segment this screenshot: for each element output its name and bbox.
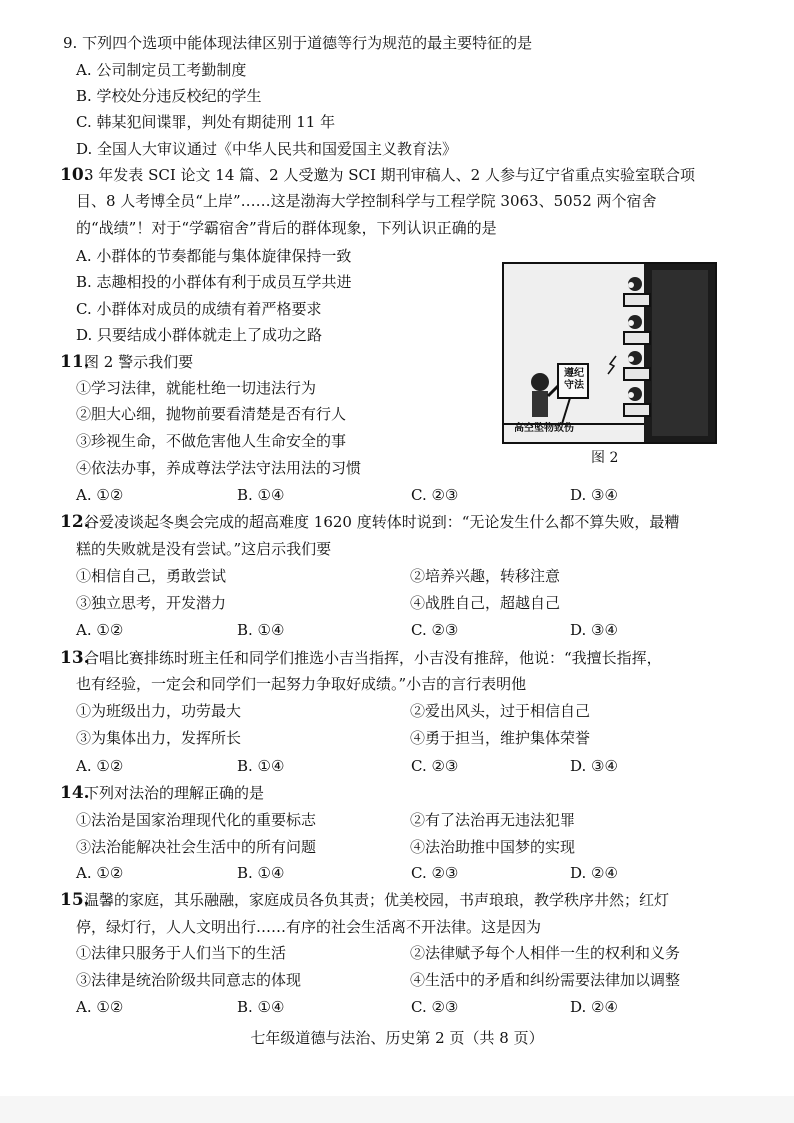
q11-choice-d: D. ③④ [570,486,618,504]
q10-stem-line-3: 的“战绩”！对于“学霸宿舍”背后的群体现象，下列认识正确的是 [76,219,497,237]
q10-number: 10. [60,165,90,185]
q13-choice-d: D. ③④ [570,757,618,775]
q15-item-3: ③法律是统治阶级共同意志的体现 [76,971,302,989]
q13-choice-a: A. ①② [76,757,124,775]
q11-choice-c: C. ②③ [411,486,459,504]
q14-item-1: ①法治是国家治理现代化的重要标志 [76,811,317,829]
q12-stem-line-1: 谷爱凌谈起冬奥会完成的超高难度 1620 度转体时说到：“无论发生什么都不算失败，最糟 [84,513,680,531]
q11-number: 11. [60,352,90,372]
q14-choice-a: A. ①② [76,864,124,882]
q9-option-b: B. 学校处分违反校纪的学生 [76,87,262,105]
q12-item-3: ③独立思考，开发潜力 [76,594,227,612]
q11-stem: 图 2 警示我们要 [84,353,194,371]
q15-item-2: ②法律赋予每个人相伴一生的权利和义务 [410,944,681,962]
q12-choice-c: C. ②③ [411,621,459,639]
q14-stem: 下列对法治的理解正确的是 [84,784,265,802]
q11-item-1: ①学习法律，就能杜绝一切违法行为 [76,379,317,397]
q12-choice-d: D. ③④ [570,621,618,639]
q15-number: 15. [60,890,90,910]
q14-choice-b: B. ①④ [237,864,285,882]
q15-stem-line-1: 温馨的家庭，其乐融融，家庭成员各负其责；优美校园，书声琅琅，教学秩序井然；红灯 [84,891,670,909]
page-bottom-margin [0,1096,794,1123]
q13-choice-c: C. ②③ [411,757,459,775]
q13-item-4: ④勇于担当，维护集体荣誉 [410,729,591,747]
q14-item-3: ③法治能解决社会生活中的所有问题 [76,838,317,856]
q11-item-2: ②胆大心细，抛物前要看清楚是否有行人 [76,405,347,423]
q11-choice-b: B. ①④ [237,486,285,504]
q9-option-a: A. 公司制定员工考勤制度 [76,61,247,79]
q15-choice-a: A. ①② [76,998,124,1016]
figure-2-illustration [502,262,717,444]
q9-stem: 9. 下列四个选项中能体现法律区别于道德等行为规范的最主要特征的是 [63,34,533,52]
q15-item-4: ④生活中的矛盾和纠纷需要法律加以调整 [410,971,681,989]
q10-option-b: B. 志趣相投的小群体有利于成员互学共进 [76,273,352,291]
q12-number: 12. [60,512,90,532]
figure-2-caption: 图 2 [591,450,619,466]
q14-choice-c: C. ②③ [411,864,459,882]
q13-choice-b: B. ①④ [237,757,285,775]
q12-choice-a: A. ①② [76,621,124,639]
q15-stem-line-2: 停，绿灯行，人人文明出行……有序的社会生活离不开法律。这是因为 [76,918,542,936]
q14-item-2: ②有了法治再无违法犯罪 [410,811,576,829]
figure-2-sign-text: 高空坠物致伤 [514,423,574,434]
q13-item-1: ①为班级出力，功劳最大 [76,702,242,720]
q11-item-3: ③珍视生命，不做危害他人生命安全的事 [76,432,347,450]
q10-stem-line-2: 目、8 人考博全员“上岸”……这是渤海大学控制科学与工程学院 3063、5052 两个宿舍 [76,192,657,210]
q13-item-2: ②爱出风头，过于相信自己 [410,702,591,720]
page-footer: 七年级道德与法治、历史第 2 页（共 8 页） [250,1029,544,1047]
q13-number: 13. [60,648,90,668]
q11-item-4: ④依法办事，养成尊法学法守法用法的习惯 [76,459,362,477]
q12-item-4: ④战胜自己，超越自己 [410,594,561,612]
q10-stem-line-1: 3 年发表 SCI 论文 14 篇、2 人受邀为 SCI 期刊审稿人、2 人参与辽宁省重点实验室联合项 [84,166,695,184]
q10-option-c: C. 小群体对成员的成绩有着严格要求 [76,300,322,318]
q14-item-4: ④法治助推中国梦的实现 [410,838,576,856]
q9-option-d: D. 全国人大审议通过《中华人民共和国爱国主义教育法》 [76,140,458,158]
q15-choice-b: B. ①④ [237,998,285,1016]
q15-choice-d: D. ②④ [570,998,618,1016]
q12-item-1: ①相信自己，勇敢尝试 [76,567,227,585]
q15-item-1: ①法律只服务于人们当下的生活 [76,944,287,962]
q10-option-a: A. 小群体的节奏都能与集体旋律保持一致 [76,247,352,265]
q14-number: 14. [60,783,90,803]
q12-choice-b: B. ①④ [237,621,285,639]
q15-choice-c: C. ②③ [411,998,459,1016]
q12-stem-line-2: 糕的失败就是没有尝试。”这启示我们要 [76,540,332,558]
figure-2-board-text: 遵纪守法 [564,368,584,391]
q14-choice-d: D. ②④ [570,864,618,882]
q11-choice-a: A. ①② [76,486,124,504]
q10-option-d: D. 只要结成小群体就走上了成功之路 [76,326,323,344]
q13-stem-line-2: 也有经验，一定会和同学们一起努力争取好成绩。”小吉的言行表明他 [76,675,527,693]
q13-stem-line-1: 合唱比赛排练时班主任和同学们推选小吉当指挥，小吉没有推辞，他说：“我擅长指挥， [84,649,662,667]
q9-option-c: C. 韩某犯间谍罪，判处有期徒刑 11 年 [76,113,336,131]
q13-item-3: ③为集体出力，发挥所长 [76,729,242,747]
q12-item-2: ②培养兴趣，转移注意 [410,567,561,585]
